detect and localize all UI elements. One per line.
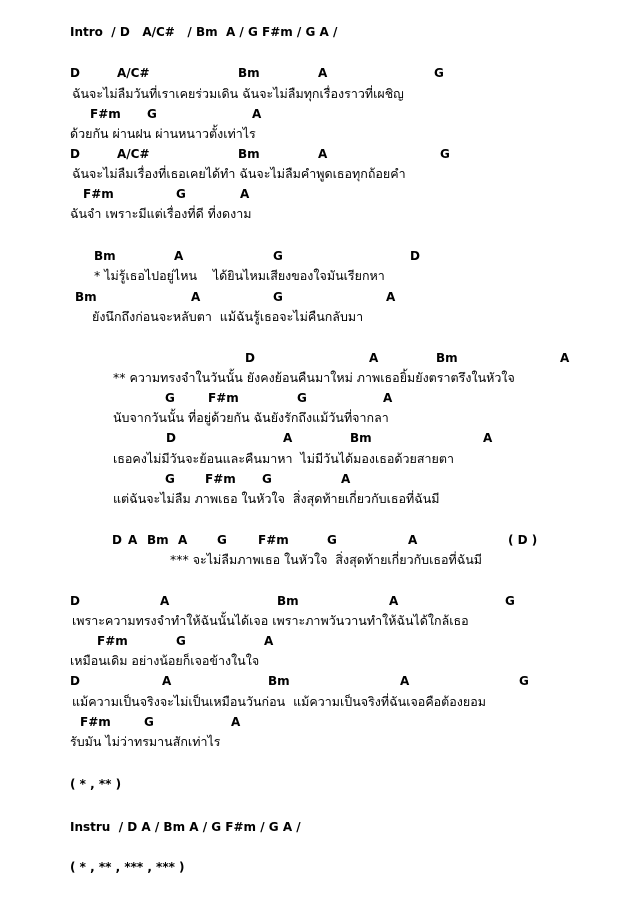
- chord: A: [383, 391, 393, 405]
- chord: D: [70, 674, 80, 688]
- chord: A: [240, 187, 250, 201]
- chord: Bm: [277, 594, 299, 608]
- lyric-line: ** ความทรงจำในวันนั้น ยังคงย้อนคืนมาใหม่ ภาพเธอยิ้มยังตราตรึงในหัวใจ: [113, 370, 515, 385]
- chord: D: [70, 147, 80, 161]
- chord: F#m: [208, 391, 239, 405]
- chord: A: [128, 533, 138, 547]
- chord: F#m: [80, 715, 111, 729]
- chord: A: [252, 107, 262, 121]
- lyric-line: ยังนึกถึงก่อนจะหลับตา แม้ฉันรู้เธอจะไม่คืนกลับมา: [92, 309, 364, 324]
- chord: A: [386, 290, 396, 304]
- chord: A: [318, 147, 328, 161]
- chord: G: [505, 594, 515, 608]
- chord: A: [400, 674, 410, 688]
- lyric-line: นับจากวันนั้น ที่อยู่ด้วยกัน ฉันยังรักถึงแม้วันที่จากลา: [113, 410, 389, 425]
- chord: A: [283, 431, 293, 445]
- lyric-line: ฉันจะไม่ลืมเรื่องที่เธอเคยได้ทำ ฉันจะไม่ลืมคำพูดเธอทุกถ้อยคำ: [72, 166, 406, 181]
- chord: A: [483, 431, 493, 445]
- chord: Bm: [350, 431, 372, 445]
- chord: A: [162, 674, 172, 688]
- chord: D: [112, 533, 122, 547]
- chord: G: [144, 715, 154, 729]
- repeat-marker-2: ( * , ** , *** , *** ): [70, 860, 185, 874]
- instrumental-line: Instru / D A / Bm A / G F#m / G A /: [70, 820, 301, 834]
- chord: A: [341, 472, 351, 486]
- chord: A: [191, 290, 201, 304]
- chord: Bm: [238, 147, 260, 161]
- repeat-marker-1: ( * , ** ): [70, 777, 122, 791]
- lyric-line: เพราะความทรงจำทำให้ฉันนั้นได้เจอ เพราะภาพวันวานทำให้ฉันได้ใกล้เธอ: [72, 613, 469, 628]
- chord: G: [262, 472, 272, 486]
- chord: G: [217, 533, 227, 547]
- chord: F#m: [258, 533, 289, 547]
- chord: ( D ): [508, 533, 538, 547]
- chord: A: [389, 594, 399, 608]
- chord: G: [297, 391, 307, 405]
- chord: A/C#: [117, 147, 150, 161]
- chord: Bm: [238, 66, 260, 80]
- lyric-line: เหมือนเดิม อย่างน้อยก็เจอข้างในใจ: [70, 653, 260, 668]
- chord: A/C#: [117, 66, 150, 80]
- chord: F#m: [205, 472, 236, 486]
- chord: G: [165, 472, 175, 486]
- chord: A: [160, 594, 170, 608]
- chord: Bm: [147, 533, 169, 547]
- chord: Bm: [75, 290, 97, 304]
- chord: D: [70, 66, 80, 80]
- chord: F#m: [90, 107, 121, 121]
- chord: D: [245, 351, 255, 365]
- intro-line: Intro / D A/C# / Bm A / G F#m / G A /: [70, 25, 338, 39]
- chord: G: [273, 290, 283, 304]
- chord: G: [519, 674, 529, 688]
- chord: G: [440, 147, 450, 161]
- chord: A: [369, 351, 379, 365]
- chord: G: [147, 107, 157, 121]
- chord: F#m: [97, 634, 128, 648]
- chord: A: [178, 533, 188, 547]
- chord: A: [408, 533, 418, 547]
- chord: A: [174, 249, 184, 263]
- chord: G: [176, 634, 186, 648]
- lyric-line: *** จะไม่ลืมภาพเธอ ในหัวใจ สิ่งสุดท้ายเกี่ยวกับเธอที่ฉันมี: [170, 552, 483, 567]
- lyric-line: เธอคงไม่มีวันจะย้อนและคืนมาหา ไม่มีวันได้มองเธอด้วยสายตา: [113, 451, 454, 466]
- lyric-line: รับมัน ไม่ว่าทรมานสักเท่าไร: [70, 734, 221, 749]
- lyric-line: ฉันจำ เพราะมีแต่เรื่องที่ดี ที่งดงาม: [70, 206, 252, 221]
- chord: A: [560, 351, 570, 365]
- chord: F#m: [83, 187, 114, 201]
- chord: G: [327, 533, 337, 547]
- chord: G: [434, 66, 444, 80]
- chord: Bm: [436, 351, 458, 365]
- chord: G: [273, 249, 283, 263]
- chord: A: [231, 715, 241, 729]
- chord: Bm: [268, 674, 290, 688]
- lyric-line: * ไม่รู้เธอไปอยู่ไหน ได้ยินไหมเสียงของใจมันเรียกหา: [94, 268, 385, 283]
- chord: Bm: [94, 249, 116, 263]
- lyric-line: แต่ฉันจะไม่ลืม ภาพเธอ ในหัวใจ สิ่งสุดท้ายเกี่ยวกับเธอที่ฉันมี: [113, 491, 440, 506]
- chord: G: [165, 391, 175, 405]
- lyric-line: ด้วยกัน ผ่านฝน ผ่านหนาวตั้งเท่าไร: [70, 126, 256, 141]
- chord: D: [410, 249, 420, 263]
- chord: D: [166, 431, 176, 445]
- chord: G: [176, 187, 186, 201]
- lyric-line: แม้ความเป็นจริงจะไม่เป็นเหมือนวันก่อน แม้ความเป็นจริงที่ฉันเจอคือต้องยอม: [72, 694, 486, 709]
- chord: A: [264, 634, 274, 648]
- chord: A: [318, 66, 328, 80]
- chord: D: [70, 594, 80, 608]
- lyric-line: ฉันจะไม่ลืมวันที่เราเคยร่วมเดิน ฉันจะไม่ลืมทุกเรื่องราวที่เผชิญ: [72, 86, 404, 101]
